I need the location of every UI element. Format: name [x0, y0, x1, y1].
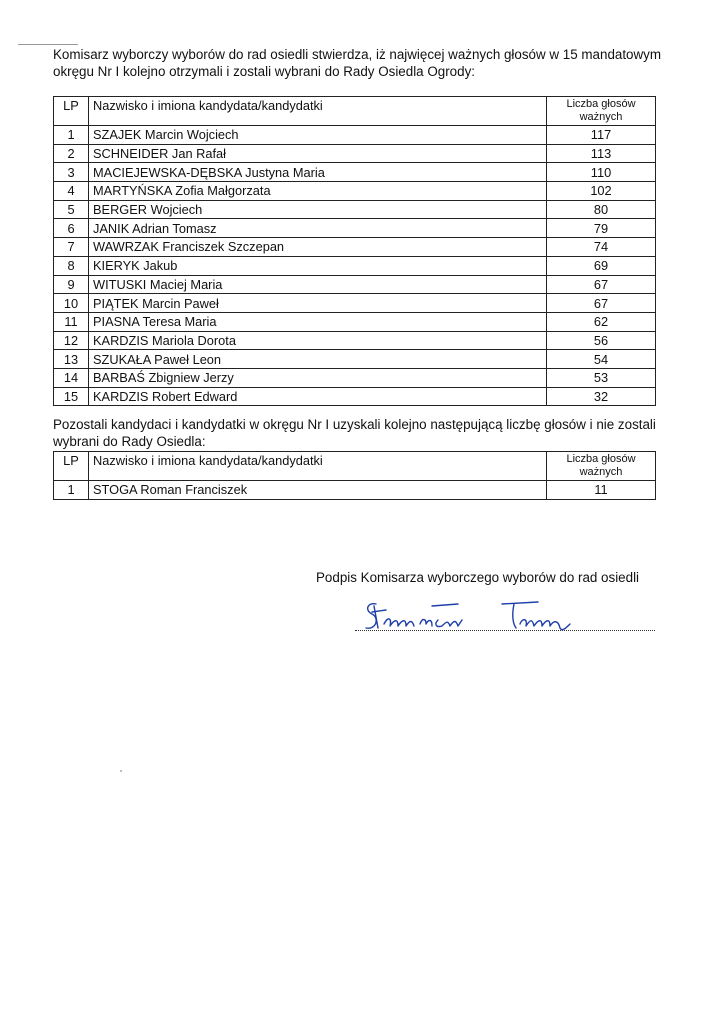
row-votes: 74 [547, 238, 656, 257]
table-row [54, 144, 656, 163]
row-lp: 13 [54, 350, 89, 369]
row-lp: 2 [54, 144, 89, 163]
row-name: BARBAŚ Zbigniew Jerzy [89, 368, 547, 387]
table-row [54, 331, 656, 350]
row-votes: 11 [547, 481, 656, 500]
table-row [54, 481, 656, 500]
row-lp: 1 [54, 481, 89, 500]
row-lp: 7 [54, 238, 89, 257]
row-name: PIĄTEK Marcin Paweł [89, 294, 547, 313]
row-lp: 14 [54, 368, 89, 387]
table-row [54, 182, 656, 201]
table-row [54, 368, 656, 387]
row-name: BERGER Wojciech [89, 200, 547, 219]
row-votes: 117 [547, 126, 656, 145]
row-lp: 11 [54, 312, 89, 331]
row-votes: 69 [547, 256, 656, 275]
table-row [54, 312, 656, 331]
table-row [54, 256, 656, 275]
table-row [54, 350, 656, 369]
header-votes: Liczba głosów ważnych [547, 452, 656, 481]
header-lp: LP [54, 452, 89, 481]
handwritten-signature [362, 596, 602, 638]
row-votes: 67 [547, 275, 656, 294]
table-header-row [54, 452, 656, 481]
row-name: SCHNEIDER Jan Rafał [89, 144, 547, 163]
elected-candidates-table [53, 96, 656, 406]
row-name: PIASNA Teresa Maria [89, 312, 547, 331]
row-lp: 15 [54, 387, 89, 406]
header-name: Nazwisko i imiona kandydata/kandydatki [89, 452, 547, 481]
row-votes: 62 [547, 312, 656, 331]
row-votes: 67 [547, 294, 656, 313]
row-name: KARDZIS Mariola Dorota [89, 331, 547, 350]
header-votes: Liczba głosów ważnych [547, 97, 656, 126]
row-lp: 12 [54, 331, 89, 350]
row-votes: 110 [547, 163, 656, 182]
row-name: WAWRZAK Franciszek Szczepan [89, 238, 547, 257]
row-name: WITUSKI Maciej Maria [89, 275, 547, 294]
scan-artifact-line [18, 44, 78, 45]
row-lp: 4 [54, 182, 89, 201]
scan-speck [120, 770, 122, 772]
row-lp: 6 [54, 219, 89, 238]
table-row [54, 294, 656, 313]
row-votes: 54 [547, 350, 656, 369]
intro-paragraph: Komisarz wyborczy wyborów do rad osiedli stwierdza, iż najwięcej ważnych głosów w 15 mandatowym okręgu Nr I kolejno otrzymali i zostali wybrani do Rady Osiedla Ogrody: [53, 47, 662, 79]
table-row [54, 219, 656, 238]
row-lp: 10 [54, 294, 89, 313]
row-votes: 102 [547, 182, 656, 201]
row-name: SZAJEK Marcin Wojciech [89, 126, 547, 145]
row-name: STOGA Roman Franciszek [89, 481, 547, 500]
row-votes: 113 [547, 144, 656, 163]
table-row [54, 126, 656, 145]
row-lp: 8 [54, 256, 89, 275]
row-votes: 53 [547, 368, 656, 387]
row-name: MACIEJEWSKA-DĘBSKA Justyna Maria [89, 163, 547, 182]
table-row [54, 387, 656, 406]
row-lp: 3 [54, 163, 89, 182]
row-lp: 5 [54, 200, 89, 219]
row-votes: 32 [547, 387, 656, 406]
other-candidates-table [53, 451, 656, 500]
row-votes: 56 [547, 331, 656, 350]
row-lp: 9 [54, 275, 89, 294]
table-row [54, 163, 656, 182]
table-row [54, 200, 656, 219]
row-lp: 1 [54, 126, 89, 145]
row-votes: 79 [547, 219, 656, 238]
row-name: SZUKAŁA Paweł Leon [89, 350, 547, 369]
table-header-row [54, 97, 656, 126]
row-votes: 80 [547, 200, 656, 219]
table-row [54, 238, 656, 257]
others-intro-paragraph: Pozostali kandydaci i kandydatki w okręgu Nr I uzyskali kolejno następującą liczbę głosów i nie zostali wybrani do Rady Osiedla: [53, 417, 656, 449]
header-lp: LP [54, 97, 89, 126]
row-name: MARTYŃSKA Zofia Małgorzata [89, 182, 547, 201]
signature-label: Podpis Komisarza wyborczego wyborów do rad osiedli [316, 570, 640, 585]
row-name: KARDZIS Robert Edward [89, 387, 547, 406]
header-name: Nazwisko i imiona kandydata/kandydatki [89, 97, 547, 126]
row-name: JANIK Adrian Tomasz [89, 219, 547, 238]
row-name: KIERYK Jakub [89, 256, 547, 275]
table-row [54, 275, 656, 294]
